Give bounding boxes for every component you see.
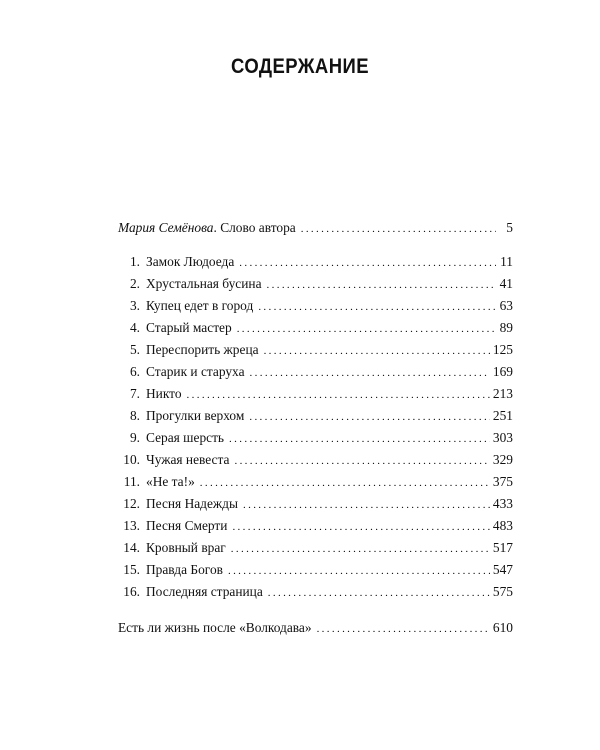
chapter-number: 6. xyxy=(129,364,140,379)
toc-entry-chapter[interactable] xyxy=(118,471,513,493)
toc-entry-page: 483 xyxy=(492,518,513,533)
toc-entry-title: Никто xyxy=(146,386,182,401)
dot-leader xyxy=(301,218,496,240)
toc-entry-page: 213 xyxy=(492,386,513,401)
chapter-list xyxy=(118,251,513,603)
chapter-number: 2. xyxy=(129,276,140,291)
toc-entry-title: «Не та!» xyxy=(146,474,195,489)
dot-leader xyxy=(237,318,496,340)
dot-leader xyxy=(200,472,490,494)
chapter-number: 8. xyxy=(129,408,140,423)
chapter-number: 12. xyxy=(123,496,140,511)
toc-entry-page: 11 xyxy=(500,254,513,269)
dot-leader xyxy=(229,428,490,450)
toc-entry-page: 375 xyxy=(492,474,513,489)
toc-entry-title: Серая шерсть xyxy=(146,430,225,445)
toc-entry-page: 329 xyxy=(492,452,513,467)
toc-entry-chapter[interactable] xyxy=(118,295,513,317)
toc-entry-page: 169 xyxy=(492,364,513,379)
toc-entry-page: 251 xyxy=(492,408,513,423)
chapter-number: 10. xyxy=(123,452,140,467)
toc-entry-chapter[interactable] xyxy=(118,317,513,339)
dot-leader xyxy=(250,362,490,384)
chapter-number: 14. xyxy=(123,540,140,555)
toc-entry-title: Песня Смерти xyxy=(146,518,228,533)
toc-entry-page: 63 xyxy=(499,298,513,313)
chapter-number: 3. xyxy=(129,298,140,313)
toc-entry-title: Старый мастер xyxy=(146,320,232,335)
toc-entry-title: Песня Надежды xyxy=(146,496,238,511)
toc-entry-page: 575 xyxy=(492,584,513,599)
chapter-number: 11. xyxy=(123,474,140,489)
toc-entry-chapter[interactable] xyxy=(118,515,513,537)
intro-title: . Слово автора xyxy=(213,220,296,235)
toc-entry-title: Замок Людоеда xyxy=(146,254,235,269)
dot-leader xyxy=(228,560,490,582)
dot-leader xyxy=(231,538,490,560)
toc-entry-chapter[interactable] xyxy=(118,427,513,449)
chapter-number: 1. xyxy=(129,254,140,269)
toc-entry-title: Есть ли жизнь после «Волкодава» xyxy=(118,620,312,635)
dot-leader xyxy=(264,340,490,362)
toc-entry-chapter[interactable] xyxy=(118,405,513,427)
toc-entry-page: 89 xyxy=(499,320,513,335)
dot-leader xyxy=(232,516,489,538)
toc-entry-title: Старик и старуха xyxy=(146,364,245,379)
toc-entry-page: 125 xyxy=(492,342,513,357)
toc-entry-title: Чужая невеста xyxy=(146,452,230,467)
toc-entry-page: 547 xyxy=(492,562,513,577)
chapter-number: 16. xyxy=(123,584,140,599)
chapter-number: 5. xyxy=(129,342,140,357)
toc-entry-chapter[interactable] xyxy=(118,559,513,581)
toc-entry-chapter[interactable] xyxy=(118,581,513,603)
toc-entry-chapter[interactable] xyxy=(118,251,513,273)
chapter-number: 4. xyxy=(129,320,140,335)
toc-entry-chapter[interactable] xyxy=(118,449,513,471)
toc-entry-title: Хрустальная бусина xyxy=(146,276,262,291)
chapter-number: 9. xyxy=(129,430,140,445)
toc-entry-title: Купец едет в город xyxy=(146,298,254,313)
author-name: Мария Семёнова xyxy=(118,220,214,235)
table-of-contents xyxy=(118,217,513,639)
chapter-number: 15. xyxy=(123,562,140,577)
toc-entry-chapter[interactable] xyxy=(118,493,513,515)
toc-entry-page: 41 xyxy=(499,276,513,291)
page-title: СОДЕРЖАНИЕ xyxy=(231,55,369,78)
toc-entry-title xyxy=(118,217,296,239)
toc-entry-chapter[interactable] xyxy=(118,339,513,361)
toc-entry-title: Кровный враг xyxy=(146,540,226,555)
toc-entry-chapter[interactable] xyxy=(118,273,513,295)
dot-leader xyxy=(258,296,496,318)
toc-entry-chapter[interactable] xyxy=(118,361,513,383)
dot-leader xyxy=(187,384,490,406)
toc-entry-afterword[interactable] xyxy=(118,617,513,639)
chapter-number: 13. xyxy=(123,518,140,533)
toc-entry-intro[interactable] xyxy=(118,217,513,239)
toc-entry-title: Переспорить жреца xyxy=(146,342,259,357)
toc-entry-title: Последняя страница xyxy=(146,584,263,599)
dot-leader xyxy=(239,252,496,274)
toc-entry-page: 610 xyxy=(492,620,513,635)
toc-entry-page: 433 xyxy=(492,496,513,511)
dot-leader xyxy=(268,582,490,604)
dot-leader xyxy=(249,406,490,428)
toc-entry-chapter[interactable] xyxy=(118,537,513,559)
toc-entry-page: 5 xyxy=(506,220,513,235)
toc-entry-title: Правда Богов xyxy=(146,562,223,577)
toc-entry-chapter[interactable] xyxy=(118,383,513,405)
toc-entry-title: Прогулки верхом xyxy=(146,408,245,423)
toc-entry-page: 517 xyxy=(492,540,513,555)
dot-leader xyxy=(267,274,496,296)
dot-leader xyxy=(317,618,490,640)
toc-entry-page: 303 xyxy=(492,430,513,445)
dot-leader xyxy=(243,494,490,516)
chapter-number: 7. xyxy=(129,386,140,401)
dot-leader xyxy=(234,450,489,472)
